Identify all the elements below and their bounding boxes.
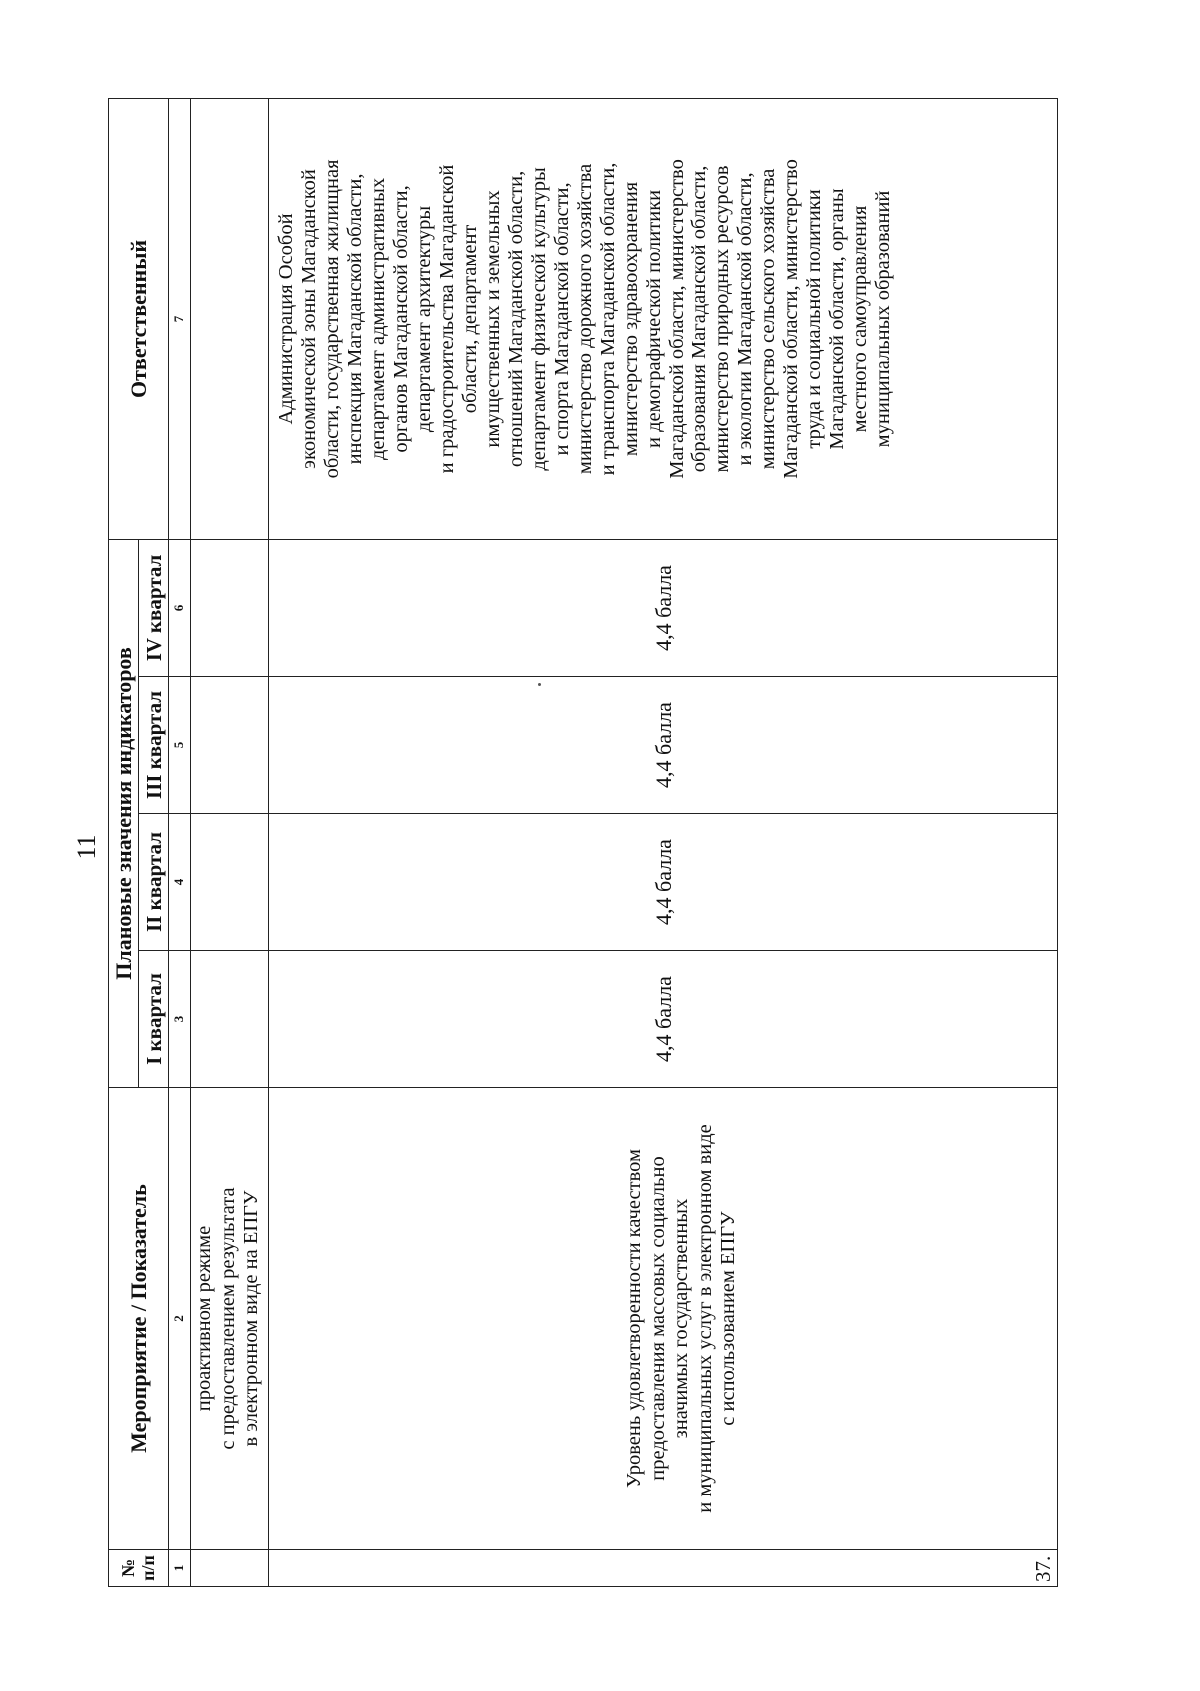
responsible-text-line: и экологии Магаданской области,: [734, 172, 757, 466]
continuation-q2-cell: [191, 814, 269, 951]
responsible-text-line: и демографической политики: [642, 189, 665, 449]
continuation-q1-cell: [191, 951, 269, 1088]
indicator-text-line: предоставления массовых социально: [646, 1156, 669, 1481]
row-number: 37.: [269, 1550, 1058, 1587]
q2-value: 4,4 балла: [269, 814, 1058, 951]
header-responsible: Ответственный: [109, 98, 169, 539]
responsible-text-line: области, государственная жилищная: [321, 159, 344, 479]
responsible-text-line: и спорта Магаданской области,: [550, 182, 573, 456]
responsible-text-line: и транспорта Магаданской области,: [596, 162, 619, 476]
column-number: 5: [169, 677, 191, 814]
responsible-text-line: Магаданской области, министерство: [665, 159, 688, 479]
responsible-text-line: министерство природных ресурсов: [711, 165, 734, 473]
header-planned-values: Плановые значения индикаторов: [109, 539, 139, 1087]
responsible-text-line: области, департамент: [458, 224, 481, 414]
page-number: 11: [72, 834, 101, 860]
continuation-q4-cell: [191, 539, 269, 676]
responsible-text-line: местного самоуправления: [849, 205, 872, 433]
responsible-text-line: департамент физической культуры: [527, 167, 550, 471]
header-quarter-1: I квартал: [139, 951, 169, 1088]
column-number: 4: [169, 814, 191, 951]
column-number-row: [169, 98, 191, 1586]
q1-value: 4,4 балла: [269, 951, 1058, 1088]
indicator-text-line: с использованием ЕПГУ: [717, 1211, 740, 1426]
q4-value: 4,4 балла: [269, 539, 1058, 676]
responsible-text-line: органов Магаданской области,: [390, 185, 413, 453]
table-row-continuation: [191, 98, 269, 1586]
continuation-q3-cell: [191, 677, 269, 814]
header-quarter-3: III квартал: [139, 677, 169, 814]
column-number: 3: [169, 951, 191, 1088]
responsible-text-line: министерство дорожного хозяйства: [573, 163, 596, 475]
continuation-text-line: проактивном режиме: [193, 1225, 216, 1412]
responsible-text-line: образования Магаданской области,: [688, 165, 711, 473]
responsible-text-line: муниципальных образований: [872, 190, 895, 448]
column-number: 2: [169, 1088, 191, 1550]
column-number: 7: [169, 98, 191, 539]
indicator-text-line: значимых государственных: [670, 1198, 693, 1439]
header-quarter-4: IV квартал: [139, 539, 169, 676]
column-number: 6: [169, 539, 191, 676]
table-row-37: [269, 98, 1058, 1586]
header-num: № п/п: [109, 1550, 169, 1587]
responsible-text-line: Магаданской области, органы: [826, 188, 849, 450]
continuation-event-cell: [191, 1088, 269, 1550]
responsible-cell: [269, 98, 1058, 539]
responsible-text-line: министерство здравоохранения: [619, 181, 642, 457]
indicator-cell: [269, 1088, 1058, 1550]
responsible-text-line: труда и социальной политики: [803, 189, 826, 449]
header-event: Мероприятие / Показатель: [109, 1088, 169, 1550]
continuation-text-line: с предоставлением результата: [216, 1187, 239, 1450]
indicator-text-line: и муниципальных услуг в электронном виде: [693, 1124, 716, 1513]
indicator-text-line: Уровень удовлетворенности качеством: [623, 1149, 646, 1488]
responsible-text-line: отношений Магаданской области,: [504, 170, 527, 468]
responsible-text-line: и градостроительства Магаданской: [435, 164, 458, 474]
q3-value: 4,4 балла: [269, 677, 1058, 814]
responsible-text-line: Магаданской области, министерство: [780, 159, 803, 479]
responsible-text-line: имущественных и земельных: [481, 190, 504, 448]
responsible-text-line: экономической зоны Магаданской: [298, 169, 321, 469]
column-number: 1: [169, 1550, 191, 1587]
continuation-responsible-cell: [191, 98, 269, 539]
continuation-text-line: в электронном виде на ЕПГУ: [240, 1190, 263, 1447]
rotated-page-content: [108, 99, 1058, 1587]
table-header-row: [109, 98, 139, 1586]
responsible-text-line: департамент административных: [367, 177, 390, 461]
responsible-text-line: Администрация Особой: [275, 213, 298, 425]
continuation-num-cell: [191, 1550, 269, 1587]
header-quarter-2: II квартал: [139, 814, 169, 951]
responsible-text-line: министерство сельского хозяйства: [757, 168, 780, 470]
responsible-text-line: департамент архитектуры: [413, 205, 436, 433]
indicators-table: [108, 98, 1058, 1587]
responsible-text-line: инспекция Магаданской области,: [344, 173, 367, 465]
